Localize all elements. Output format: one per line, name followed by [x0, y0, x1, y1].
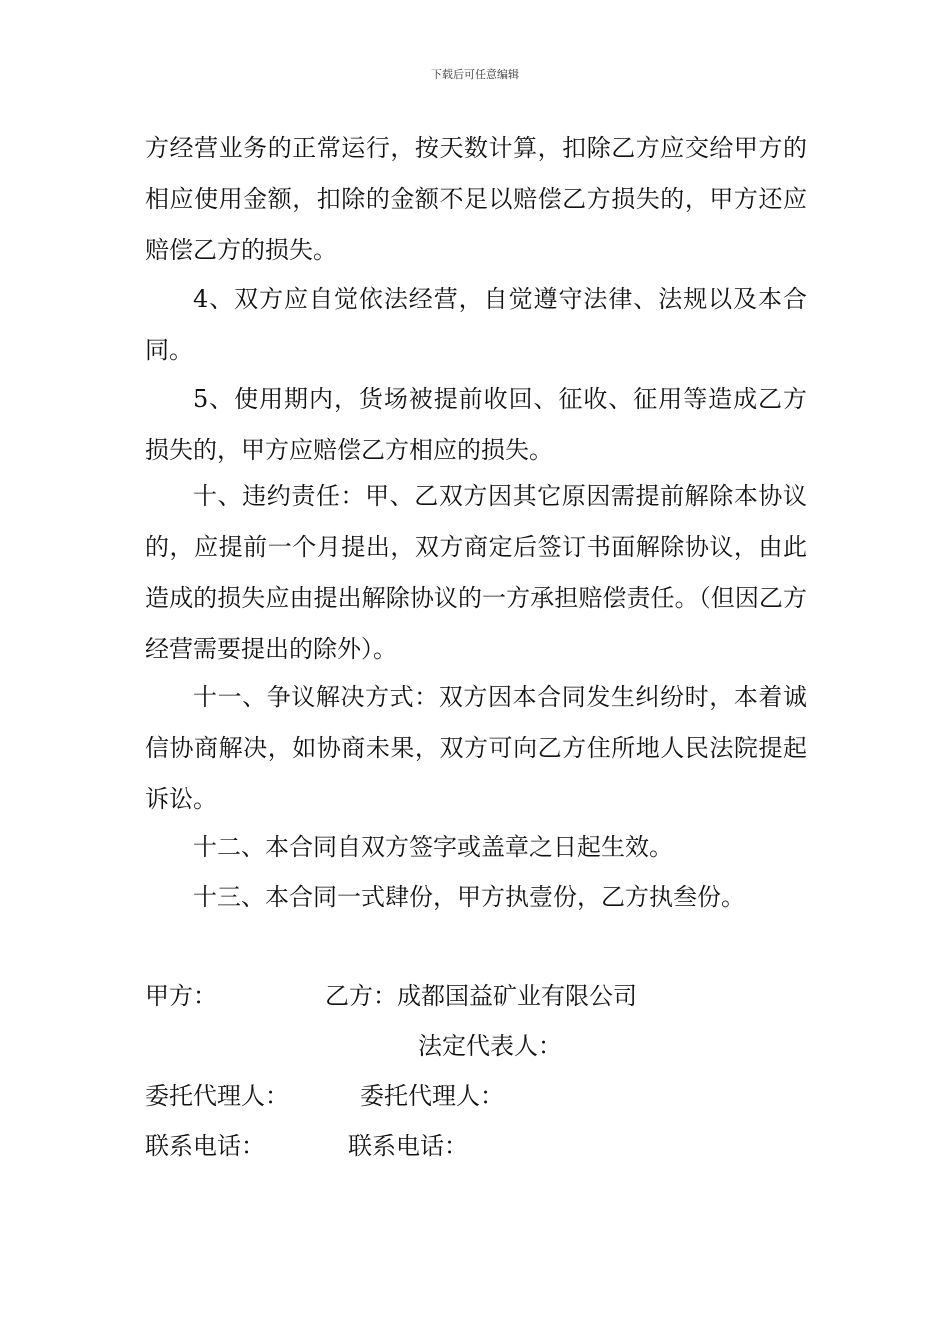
- paragraph-continuation: 方经营业务的正常运行，按天数计算，扣除乙方应交给甲方的相应使用金额，扣除的金额不足以赔偿乙方损失的，甲方还应赔偿乙方的损失。: [145, 134, 807, 264]
- party-b-phone-label: 联系电话：: [348, 1132, 468, 1160]
- paragraph-dispute-resolution: 十一、争议解决方式：双方因本合同发生纠纷时，本着诚信协商解决，如协商未果，双方可向乙方住所地人民法院提起诉讼。: [145, 683, 807, 813]
- party-a-phone-label: 联系电话：: [145, 1132, 265, 1160]
- page-header: 下载后可任意编辑: [431, 68, 519, 81]
- paragraph-breach-liability: 十、违约责任：甲、乙双方因其它原因需提前解除本协议的，应提前一个月提出，双方商定后签订书面解除协议，由此造成的损失应由提出解除协议的一方承担赔偿责任。（但因乙方经营需要提出的除外）。: [145, 482, 807, 663]
- paragraph-clause-5: 5、使用期内，货场被提前收回、征收、征用等造成乙方损失的，甲方应赔偿乙方相应的损失。: [145, 385, 807, 464]
- legal-representative-label: 法定代表人：: [418, 1032, 562, 1060]
- party-b-agent-label: 委托代理人：: [360, 1082, 504, 1110]
- party-a-agent-label: 委托代理人：: [145, 1082, 289, 1110]
- paragraph-clause-4: 4、双方应自觉依法经营，自觉遵守法律、法规以及本合同。: [145, 285, 807, 364]
- paragraph-effective-date: 十二、本合同自双方签字或盖章之日起生效。: [193, 833, 673, 861]
- party-a-label: 甲方：: [145, 982, 217, 1010]
- party-b-label: 乙方：成都国益矿业有限公司: [325, 982, 637, 1010]
- paragraph-copies: 十三、本合同一式肆份，甲方执壹份，乙方执叁份。: [193, 883, 745, 911]
